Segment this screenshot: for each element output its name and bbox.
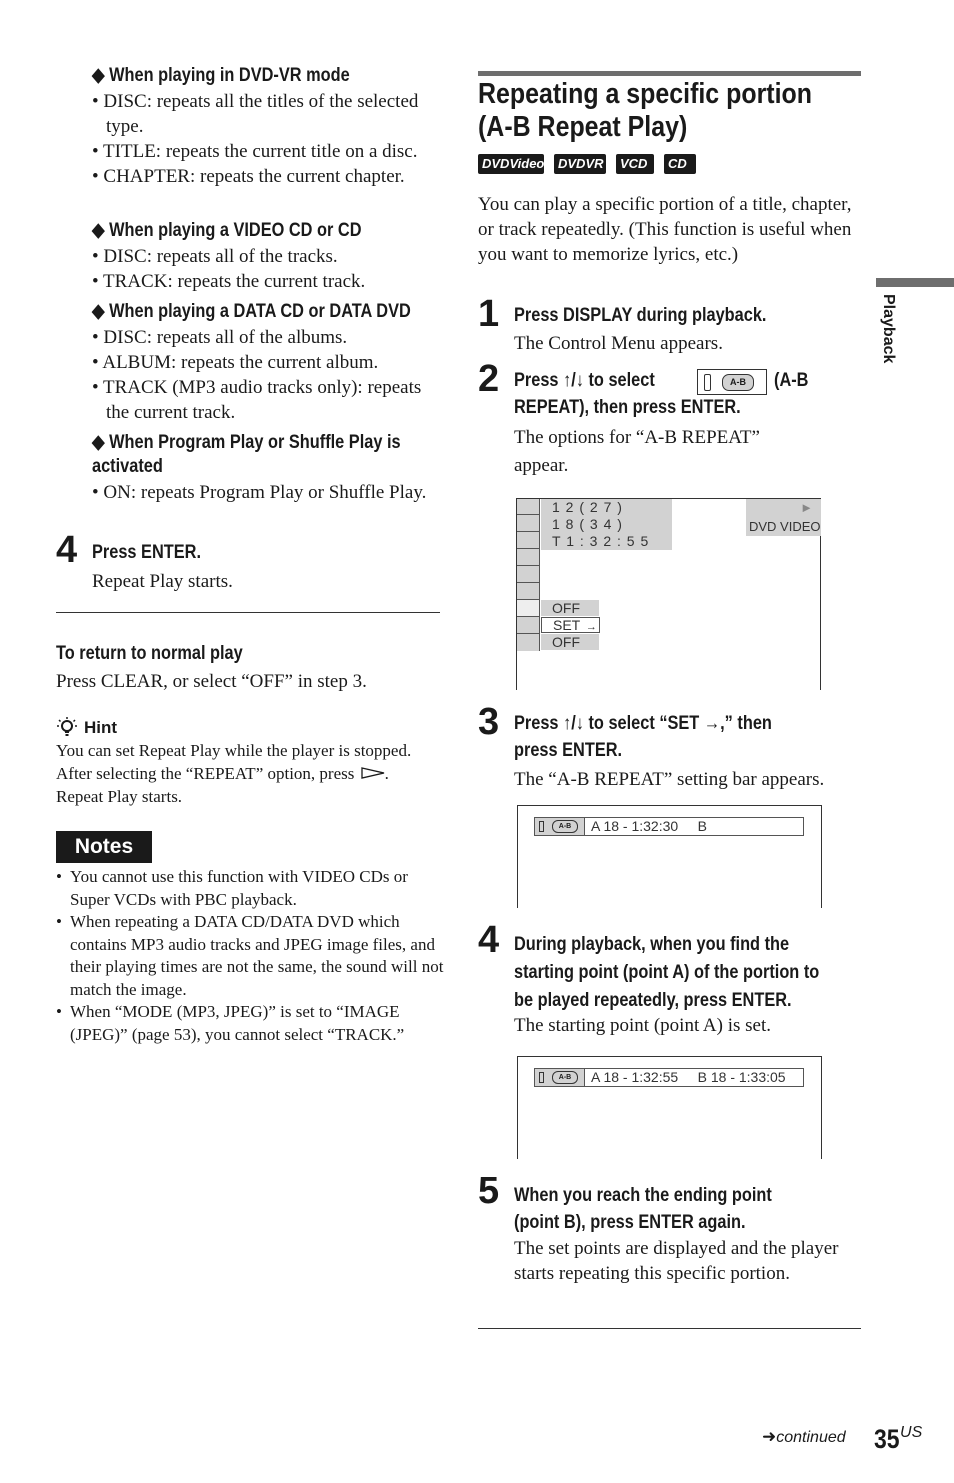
step-4b-title-line: starting point (point A) of the portion to (514, 962, 820, 983)
list-item: • CHAPTER: repeats the current chapter. (92, 166, 405, 187)
ab-repeat-icon (697, 369, 767, 395)
note-item: • When “MODE (MP3, JPEG)” is set to “IMAGE (JPEG)” (page 53), you cannot select “TRACK.” (56, 1001, 444, 1046)
ab-icon: A-B (722, 374, 754, 391)
list-item: • TITLE: repeats the current title on a disc. (92, 141, 418, 162)
note-item: • When repeating a DATA CD/DATA DVD which contains MP3 audio tracks and JPEG image files, and their playing times are not the same, the sound will not match the image. (56, 911, 444, 1001)
step-2-title-a: Press ↑/↓ to select (514, 370, 655, 391)
elapsed-time: T 1 : 3 2 : 5 5 (552, 533, 650, 549)
continued-indicator (762, 1427, 846, 1447)
menu-icon-slot (517, 634, 539, 651)
data-heading: ◆ When playing a DATA CD or DATA DVD (92, 301, 411, 322)
dvdvr-heading: ◆ When playing in DVD-VR mode (92, 65, 350, 86)
step-5-number: 5 (478, 1170, 500, 1212)
list-item: • TRACK (MP3 audio tracks only): repeats the current track. (92, 377, 422, 423)
menu-icon-slot (517, 617, 539, 634)
play-icon (361, 767, 385, 779)
step-4b-text: The starting point (point A) is set. (514, 1015, 772, 1036)
step-4-number: 4 (56, 529, 78, 571)
side-tab-bar (876, 278, 954, 287)
program-section (92, 431, 442, 505)
ab-setting-bar (534, 817, 804, 836)
data-section (92, 300, 442, 425)
option-off-2: OFF (541, 634, 599, 650)
program-heading-line2: activated (92, 456, 163, 477)
program-heading-line1: ◆ When Program Play or Shuffle Play is (92, 432, 401, 453)
option-off-1: OFF (541, 600, 599, 616)
list-item: • ALBUM: repeats the current album. (92, 352, 379, 373)
note-item: • You cannot use this function with VIDEO CDs or Super VCDs with PBC playback. (56, 866, 444, 911)
page-title-line: Repeating a specific portion (478, 78, 812, 110)
disc-edge-icon (539, 1072, 544, 1083)
control-menu-screen (516, 498, 821, 690)
notes-list (56, 866, 444, 1046)
step-1-title: Press DISPLAY during playback. (514, 305, 767, 326)
step-4-text: Repeat Play starts. (92, 571, 233, 592)
menu-icon-slot (517, 515, 539, 532)
menu-icon-slot-selected (517, 600, 539, 617)
menu-icon-slot (517, 532, 539, 549)
menu-icon-slot (517, 566, 539, 583)
disc-edge-icon (539, 821, 544, 832)
list-item: • ON: repeats Program Play or Shuffle Play. (92, 482, 427, 503)
hint-line-text: After selecting the “REPEAT” option, press (56, 764, 355, 783)
side-tab-label: Playback (880, 294, 897, 364)
badge-vcd: VCD (616, 154, 654, 174)
ab-setting-screen (517, 805, 822, 908)
play-status-icon: ► (800, 500, 813, 515)
badge-dvd-video: DVDVideo (478, 154, 544, 174)
playback-info (541, 499, 672, 550)
lightbulb-icon (56, 716, 78, 738)
step-4b-title (514, 931, 869, 1014)
hint-line: Repeat Play starts. (56, 787, 183, 806)
return-heading: To return to normal play (56, 643, 243, 664)
badge-dvd-vr: DVDVR (554, 154, 606, 174)
step-2-title-b: (A-B (774, 370, 809, 391)
step-5-title-line: When you reach the ending point (514, 1185, 772, 1206)
side-tab (878, 294, 898, 384)
step-4b-title-line: During playback, when you find the (514, 934, 790, 955)
ab-set-bar (534, 1068, 804, 1087)
step-2-text-line: The options for “A-B REPEAT” (514, 427, 760, 448)
divider (478, 1328, 861, 1329)
ab-bar-icon-area (535, 1069, 585, 1086)
step-3-title-a: Press ↑/↓ to select “SET →,” then (514, 713, 772, 734)
badge-cd: CD (664, 154, 696, 174)
ab-bar-text: A 18 - 1:32:30 B (591, 818, 707, 834)
step-3-title-b: press ENTER. (514, 740, 623, 761)
arrow-right-icon: ➜ (762, 1427, 777, 1446)
hint-line: You can set Repeat Play while the player is stopped. (56, 741, 412, 760)
step-4-title: Press ENTER. (92, 542, 201, 563)
page-number-suffix: US (900, 1424, 923, 1441)
step-2-title-c: REPEAT), then press ENTER. (514, 397, 741, 418)
title-bar (478, 71, 861, 76)
list-item: • DISC: repeats all of the albums. (92, 327, 348, 348)
hint-text (56, 739, 446, 808)
chapter-count: 1 8 ( 3 4 ) (552, 516, 623, 532)
return-text: Press CLEAR, or select “OFF” in step 3. (56, 671, 367, 692)
step-3-number: 3 (478, 701, 500, 743)
step-1-number: 1 (478, 293, 500, 335)
continued-label: continued (776, 1429, 846, 1446)
hint-line (56, 762, 446, 785)
disc-badges (478, 154, 702, 174)
ab-icon: A-B (552, 820, 578, 833)
menu-icon-slot (517, 583, 539, 600)
ab-icon: A-B (552, 1071, 578, 1084)
divider (56, 612, 440, 613)
menu-icon-slot (517, 549, 539, 566)
step-1-text: The Control Menu appears. (514, 333, 723, 354)
intro-text: You can play a specific portion of a title, chapter, or track repeatedly. (This function is useful when you want to memorize lyrics, etc.) (478, 194, 852, 265)
page-number-value: 35 (874, 1424, 900, 1454)
step-2-text (514, 424, 760, 480)
step-2-number: 2 (478, 358, 500, 400)
step-5-text: The set points are displayed and the player starts repeating this specific portion. (514, 1238, 839, 1284)
page-title (478, 78, 812, 144)
page-title-line: (A-B Repeat Play) (478, 111, 688, 143)
ab-bar-text: A 18 - 1:32:55 B 18 - 1:33:05 (591, 1069, 786, 1085)
option-set (541, 617, 600, 633)
disc-info (746, 499, 821, 536)
hint-line-end: . (384, 764, 389, 783)
vcd-heading: ◆ When playing a VIDEO CD or CD (92, 220, 362, 241)
disc-edge-icon (704, 374, 711, 391)
list-item: • DISC: repeats all of the tracks. (92, 246, 338, 267)
step-2-text-line: appear. (514, 455, 569, 476)
list-item: • TRACK: repeats the current track. (92, 271, 366, 292)
list-item: • DISC: repeats all the titles of the selected type. (92, 91, 419, 137)
step-4b-title-line: be played repeatedly, press ENTER. (514, 990, 792, 1011)
dvdvr-section (92, 64, 442, 189)
step-4b-number: 4 (478, 919, 500, 961)
disc-type: DVD VIDEO (749, 519, 821, 534)
ab-bar-icon-area (535, 818, 585, 835)
menu-icon-slot (517, 499, 539, 515)
vcd-section (92, 219, 442, 294)
page-number (874, 1424, 926, 1455)
step-5-title (514, 1182, 814, 1236)
step-3-text: The “A-B REPEAT” setting bar appears. (514, 769, 825, 790)
ab-set-screen (517, 1056, 822, 1159)
menu-icon-column (517, 499, 540, 651)
hint-label: Hint (84, 718, 118, 737)
option-set-label: SET (553, 617, 580, 633)
arrow-right-icon: → (585, 621, 597, 633)
notes-label: Notes (56, 831, 152, 863)
title-count: 1 2 ( 2 7 ) (552, 499, 623, 515)
step-5-title-line: (point B), press ENTER again. (514, 1212, 746, 1233)
